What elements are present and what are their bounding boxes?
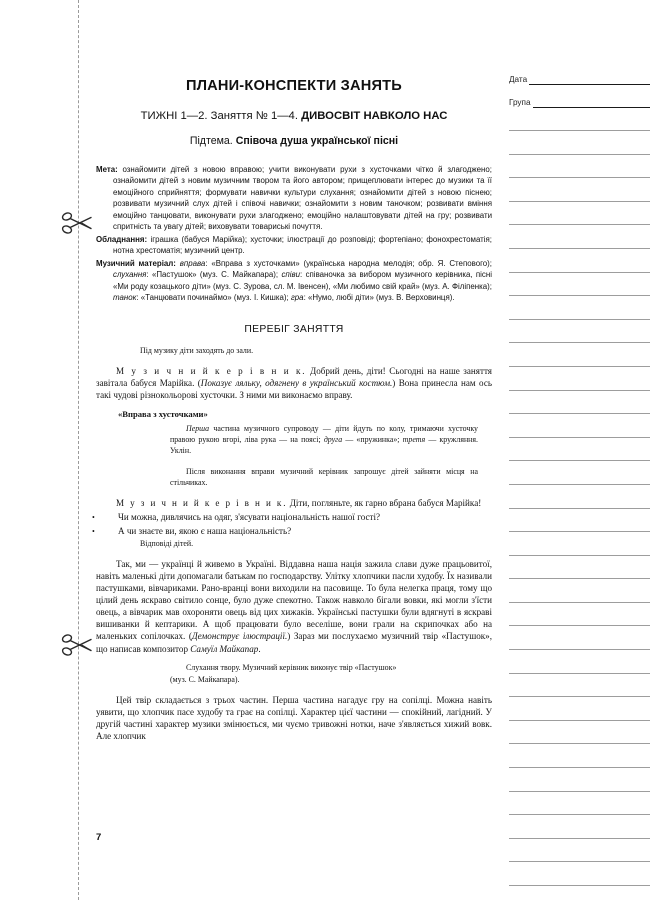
scissors-icon — [58, 203, 98, 243]
note-line[interactable] — [509, 861, 650, 862]
narrative-italic-1: Демонструє ілюстрації. — [191, 631, 288, 642]
group-label: Група — [509, 98, 531, 108]
meta-equipment-label: Обладнання: — [96, 234, 148, 244]
exercise-text-2: — «пружинка»; — [342, 434, 403, 444]
list-item: • Чи можна, дивлячись на одяг, з'ясувати національність нашої гості? — [96, 511, 492, 524]
date-label: Дата — [509, 75, 528, 84]
subtopic-value: Співоча душа української пісні — [235, 135, 399, 147]
subtopic-label: Підтема. — [189, 135, 236, 147]
music-seg-7: : «Танцювати починаймо» (муз. І. Кишка); — [136, 292, 291, 302]
music-seg-0: вправа — [175, 258, 206, 268]
dashed-cut-line — [78, 0, 79, 900]
note-line[interactable] — [509, 154, 650, 155]
speech-2-text: Діти, погляньте, як гарно вбрана бабуся Марійка! — [287, 497, 482, 508]
note-line[interactable] — [509, 625, 650, 626]
speech-1-part-a: Добрий день, діти! Сьогодні на наше заняття завітала бабуся Марійка. ( — [96, 365, 492, 388]
exercise-text-1: частина музичного супроводу — діти йдуть по колу, тримаючи хусточку правою рукою вгорі, ліва рука — на поясі; — [170, 424, 478, 444]
notes-margin-column — [503, 0, 650, 900]
narrative-part-b: ) Зараз ми послухаємо музичний твір «Пастушок», що написав композитор — [96, 631, 492, 654]
narrative-final-paragraph: Цей твір складається з трьох частин. Перша частина нагадує гру на сопілці. Можна навіть уявити, що хлопчик пасе худобу та грає на сопілці. Характер цієї частини — спокійний, лагідний. У другій частині характер музики змінюється, ми чуємо тривожні нотки, наче з'являється хижий вовк. Але хлопчик — [96, 695, 492, 742]
stage-direction-answers: Відповіді дітей. — [140, 539, 194, 549]
speaker-label-2: М у з и ч н и й к е р і в н и к. — [116, 497, 288, 508]
note-line[interactable] — [509, 838, 650, 839]
narrative-paragraph — [96, 558, 492, 655]
ruled-note-lines[interactable] — [509, 130, 650, 909]
weeks-heading — [96, 94, 492, 122]
music-seg-5: : співаночка за вибором музичного керівника, пісні «Ми роду козацького діти» (муз. С. Зурова, сл. М. Івенсен), «Ми любимо свій край» (муз. А. Філіпенка); — [113, 270, 492, 291]
exercise-italic-3: третя — [402, 434, 426, 444]
group-input-rule[interactable] — [533, 100, 650, 108]
exercise-italic-1: Перша — [186, 424, 210, 434]
date-field-row[interactable] — [509, 76, 650, 85]
note-line[interactable] — [509, 602, 650, 603]
note-line[interactable] — [509, 437, 650, 438]
lesson-body — [96, 346, 492, 742]
note-line[interactable] — [509, 460, 650, 461]
meta-equipment-text: іграшка (бабуся Марійка); хусточки; ілюстрації до розповіді; фортепіано; фонохрестоматія; нотна хрестоматія; музичний центр. — [113, 234, 492, 256]
meta-goal-label: Мета: — [96, 165, 118, 174]
group-field-row[interactable] — [509, 99, 650, 108]
listening-direction-line-1: Слухання твору. Музичний керівник виконує твір «Пастушок» — [186, 662, 397, 672]
note-line[interactable] — [509, 130, 650, 131]
meta-music-label: Музичний матеріал: — [96, 258, 176, 268]
note-line[interactable] — [509, 696, 650, 697]
stage-direction-after-exercise: Після виконання вправи музичний керівник запрошує дітей зайняти місця на стільчиках. — [170, 467, 478, 488]
music-seg-6: танок — [113, 292, 137, 302]
note-line[interactable] — [509, 272, 650, 273]
note-line[interactable] — [509, 201, 650, 202]
scissors-icon — [58, 625, 98, 665]
music-seg-2: слухання — [113, 270, 147, 280]
note-line[interactable] — [509, 342, 650, 343]
notes-form — [509, 76, 650, 122]
music-seg-4: співи — [281, 270, 301, 280]
note-line[interactable] — [509, 531, 650, 532]
note-line[interactable] — [509, 390, 650, 391]
speaker-label-1: М у з и ч н и й к е р і в н и к. — [116, 365, 307, 376]
music-seg-1: : «Вправа з хусточками» (українська народна мелодія; обр. Я. Степового); — [205, 258, 493, 268]
narrative-part-c: . — [258, 643, 261, 654]
meta-equipment — [96, 234, 492, 257]
meta-goal-text: ознайомити дітей з новою вправою; учити виконувати рухи з хусточками чітко й злагоджено; ознайомити дітей з новим музичним твором та його автором; прищеплювати інтерес до музики та її емоційного сприйняття; формувати навички культури слухання; ознайомити дітей з новою піснею; розвивати музичний слух дітей і співочі навички; ознайомити з новим таночком; розвивати вміння емоційно танцювати, виконувати рухи злагоджено; емоційно налаштовувати дітей на гру; розвивати спритність та увагу дітей; виховувати товариські почуття. — [113, 165, 492, 232]
note-line[interactable] — [509, 649, 650, 650]
exercise-text-3: — кружляння. Уклін. — [170, 434, 478, 455]
speech-1-part-b: ) Вона принесла нам ось такі чудові різнокольорові хусточки. З ними ми виконаємо вправу. — [96, 377, 493, 401]
speech-1-italic: Показує ляльку, одягнену в український костюм. — [200, 377, 393, 388]
section-title-process: ПЕРЕБІГ ЗАНЯТТЯ — [244, 324, 344, 336]
note-line[interactable] — [509, 791, 650, 792]
note-line[interactable] — [509, 578, 650, 579]
note-line[interactable] — [509, 319, 650, 320]
weeks-heading-plain: ТИЖНІ 1—2. Заняття № 1—4. — [140, 110, 302, 122]
note-line[interactable] — [509, 767, 650, 768]
spacer — [96, 458, 492, 467]
meta-goal — [96, 164, 492, 233]
note-line[interactable] — [509, 743, 650, 744]
exercise-italic-2: друга — [323, 434, 343, 444]
note-line[interactable] — [509, 555, 650, 556]
lesson-metadata — [96, 164, 492, 303]
note-line[interactable] — [509, 413, 650, 414]
music-seg-9: : «Нумо, любі діти» (муз. В. Верховинця). — [303, 292, 455, 302]
music-seg-8: гра — [290, 292, 304, 302]
note-line[interactable] — [509, 720, 650, 721]
speech-director-1 — [96, 365, 492, 401]
stage-direction-entry: Під музику діти заходять до зали. — [140, 346, 254, 356]
narrative-italic-2: Самуїл Майкапар — [190, 643, 259, 654]
note-line[interactable] — [509, 885, 650, 886]
meta-music-material — [96, 258, 492, 304]
subtopic-heading — [96, 122, 492, 147]
note-line[interactable] — [509, 295, 650, 296]
speech-director-2 — [96, 497, 492, 509]
listening-direction-line-2: (муз. С. Майкапара). — [170, 675, 240, 685]
page-title: ПЛАНИ-КОНСПЕКТИ ЗАНЯТЬ — [186, 78, 402, 94]
weeks-heading-bold: ДИВОСВІТ НАВКОЛО НАС — [301, 110, 448, 122]
music-seg-3: : «Пастушок» (муз. С. Майкапара); — [146, 270, 282, 280]
note-line[interactable] — [509, 814, 650, 815]
lesson-plan-content — [96, 0, 492, 900]
date-input-rule[interactable] — [529, 77, 650, 85]
note-line[interactable] — [509, 484, 650, 485]
note-line[interactable] — [509, 177, 650, 178]
exercise-description — [96, 424, 492, 456]
list-item: • А чи знаєте ви, якою є наша національність? — [96, 525, 492, 538]
exercise-heading: «Вправа з хусточками» — [118, 409, 208, 420]
note-line[interactable] — [509, 673, 650, 674]
note-line[interactable] — [509, 224, 650, 225]
narrative-part-a: Так, ми — українці й живемо в Україні. Віддавна наша нація зажила слави дуже працьовитої, навіть маленькі діти допомагали батькам по господарству. Улітку хлопчики пасли худобу. Їх називали пастушками, вівчариками. Рано-вранці вони виходили на пасовище. То була нелегка праця, тому що цілий день яскраво світило сонце, було дуже спекотно. Також навколо бігали вовки, які могли з'їсти овець, а вівчарик мав охороняти овець від цих хижаків. Українські пастушки були вдягнуті в яскраві вишиванки й кептарики. А щоб працювати було веселіше, вони грали на скрипочках або на маленьких сопілочках. ( — [96, 558, 492, 642]
question-list — [96, 511, 492, 537]
note-line[interactable] — [509, 366, 650, 367]
note-line[interactable] — [509, 248, 650, 249]
note-line[interactable] — [509, 508, 650, 509]
page-number: 7 — [96, 832, 102, 843]
